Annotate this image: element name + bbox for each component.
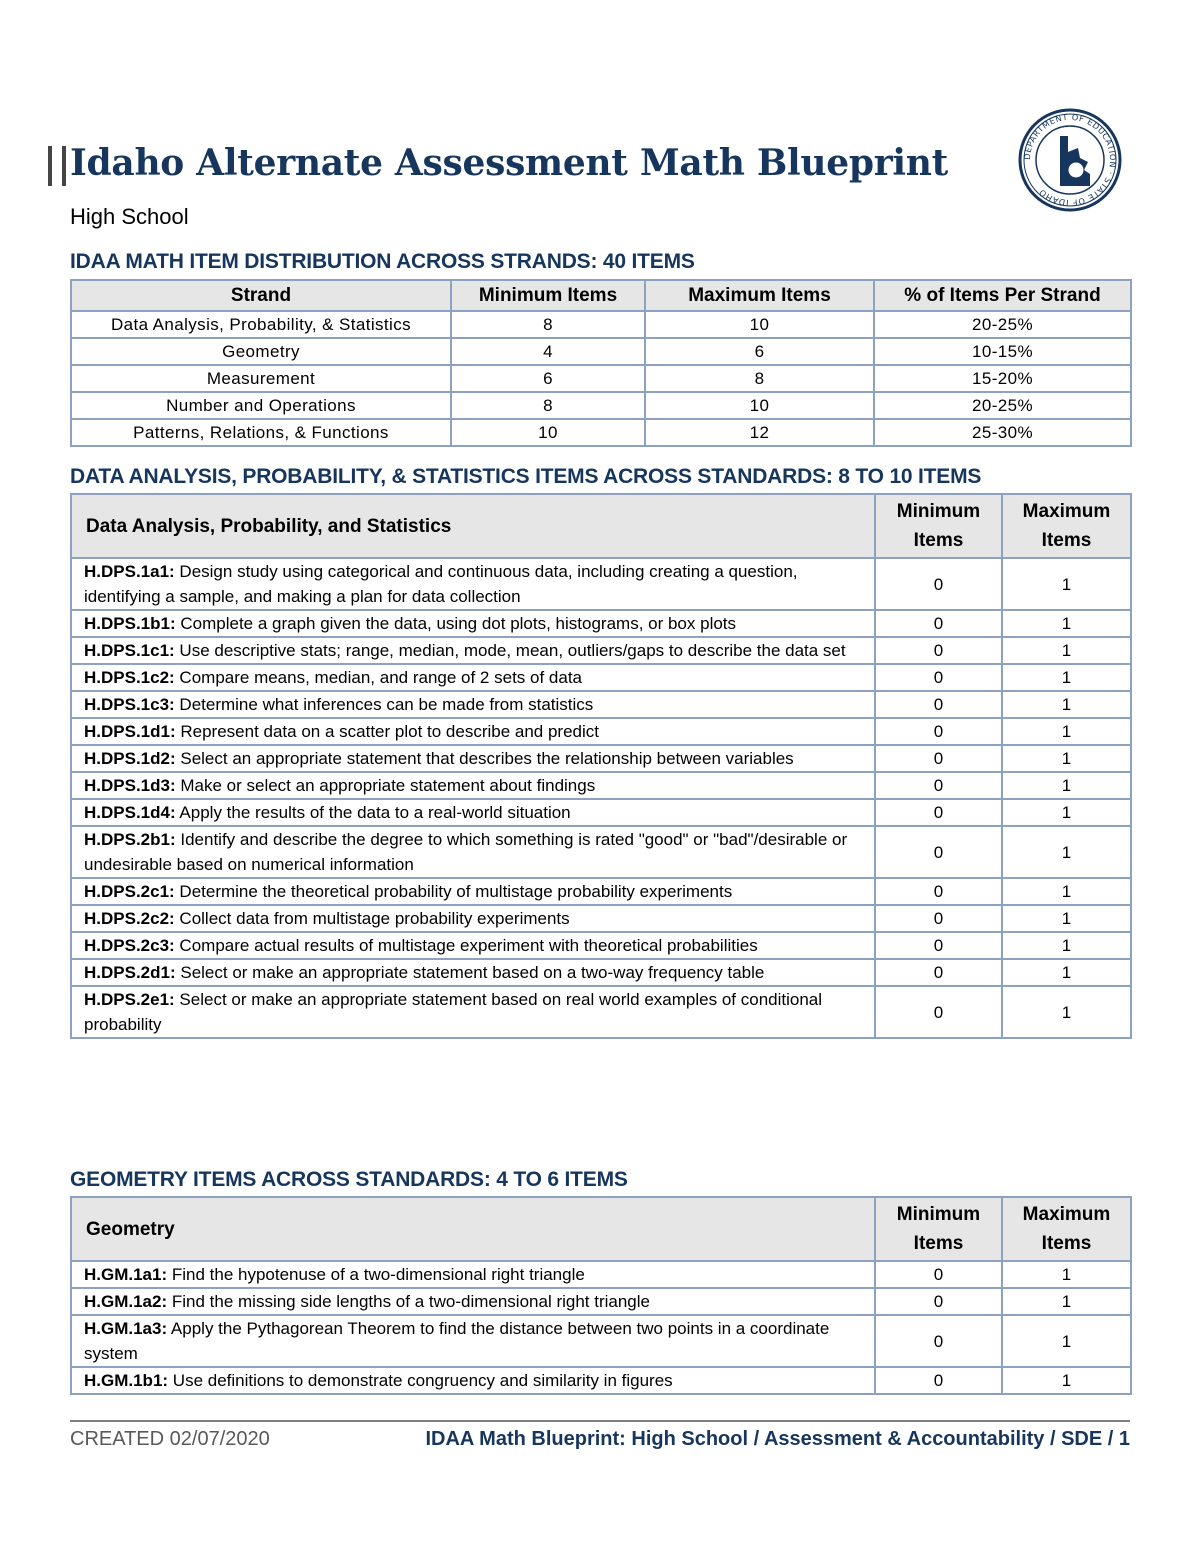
table-row — [71, 365, 1131, 392]
strand-distribution-table — [70, 279, 1132, 447]
standard-description-cell — [71, 610, 875, 637]
standard-text: Determine what inferences can be made from statistics — [174, 695, 594, 714]
standard-code: H.GM.1a2: — [84, 1292, 168, 1311]
column-header: Maximum Items — [645, 280, 874, 311]
standard-text: Identify and describe the degree to which something is rated "good" or "bad"/desirable or undesirable based on numerical information — [84, 830, 848, 874]
min-items-cell: 0 — [875, 878, 1002, 905]
table-header-row — [71, 1197, 1131, 1261]
standard-description-cell — [71, 745, 875, 772]
standard-code: H.GM.1a1: — [84, 1265, 168, 1284]
table-row — [71, 1367, 1131, 1394]
standard-description-cell — [71, 1261, 875, 1288]
table-row — [71, 932, 1131, 959]
column-header: Minimum Items — [875, 1197, 1002, 1261]
min-items-cell: 8 — [451, 311, 645, 338]
standard-text: Use definitions to demonstrate congruency and similarity in figures — [168, 1371, 673, 1390]
title-accent-bar — [48, 146, 66, 186]
table-row — [71, 1261, 1131, 1288]
standard-text: Design study using categorical and continuous data, including creating a question, identifying a sample, and making a plan for data collection — [84, 562, 798, 606]
table-row — [71, 772, 1131, 799]
standard-description-cell — [71, 772, 875, 799]
max-items-cell: 6 — [645, 338, 874, 365]
geometry-section-title: GEOMETRY ITEMS ACROSS STANDARDS: 4 TO 6 ITEMS — [70, 1168, 628, 1191]
standard-description-cell — [71, 959, 875, 986]
table-row — [71, 311, 1131, 338]
table-row — [71, 1288, 1131, 1315]
page-title: Idaho Alternate Assessment Math Blueprint — [70, 142, 948, 184]
max-items-cell: 1 — [1002, 1288, 1131, 1315]
footer-created-date: CREATED 02/07/2020 — [70, 1428, 270, 1450]
min-items-cell: 0 — [875, 905, 1002, 932]
geometry-standards-table — [70, 1196, 1132, 1395]
min-items-cell: 6 — [451, 365, 645, 392]
min-items-cell: 4 — [451, 338, 645, 365]
geometry-table-body — [71, 1261, 1131, 1394]
min-items-cell: 0 — [875, 637, 1002, 664]
standard-code: H.DPS.2e1: — [84, 990, 175, 1009]
table-header-row — [71, 280, 1131, 311]
table-row — [71, 826, 1131, 878]
table-header-row — [71, 494, 1131, 558]
max-items-cell: 12 — [645, 419, 874, 446]
seal-text: DEPARTMENT OF EDUCATION · STATE OF IDAHO — [1021, 111, 1119, 209]
standard-description-cell — [71, 637, 875, 664]
column-header: Maximum Items — [1002, 1197, 1131, 1261]
standard-code: H.DPS.2d1: — [84, 963, 176, 982]
min-items-cell: 0 — [875, 1367, 1002, 1394]
percent-cell: 20-25% — [874, 311, 1131, 338]
max-items-cell: 1 — [1002, 986, 1131, 1038]
max-items-cell: 1 — [1002, 637, 1131, 664]
standard-code: H.DPS.1d3: — [84, 776, 176, 795]
min-items-cell: 0 — [875, 799, 1002, 826]
max-items-cell: 1 — [1002, 1315, 1131, 1367]
standard-code: H.DPS.1c3: — [84, 695, 175, 714]
min-items-cell: 0 — [875, 772, 1002, 799]
standard-code: H.GM.1a3: — [84, 1319, 168, 1338]
standard-text: Use descriptive stats; range, median, mode, mean, outliers/gaps to describe the data set — [174, 641, 846, 660]
page-subtitle: High School — [70, 204, 189, 229]
standard-description-cell — [71, 826, 875, 878]
max-items-cell: 1 — [1002, 826, 1131, 878]
standard-description-cell — [71, 932, 875, 959]
percent-cell: 15-20% — [874, 365, 1131, 392]
standard-description-cell — [71, 905, 875, 932]
table-row — [71, 610, 1131, 637]
column-header: Minimum Items — [451, 280, 645, 311]
standard-code: H.DPS.1d4: — [84, 803, 176, 822]
standard-text: Determine the theoretical probability of multistage probability experiments — [174, 882, 733, 901]
max-items-cell: 1 — [1002, 799, 1131, 826]
standard-code: H.DPS.2c1: — [84, 882, 175, 901]
min-items-cell: 0 — [875, 558, 1002, 610]
max-items-cell: 1 — [1002, 691, 1131, 718]
max-items-cell: 1 — [1002, 772, 1131, 799]
column-header: % of Items Per Strand — [874, 280, 1131, 311]
dps-table-body — [71, 558, 1131, 1038]
max-items-cell: 1 — [1002, 932, 1131, 959]
min-items-cell: 0 — [875, 826, 1002, 878]
standard-text: Apply the Pythagorean Theorem to find the distance between two points in a coordinate system — [84, 1319, 830, 1363]
max-items-cell: 1 — [1002, 664, 1131, 691]
standard-code: H.DPS.1d1: — [84, 722, 176, 741]
table-row — [71, 959, 1131, 986]
column-header: Minimum Items — [875, 494, 1002, 558]
standard-code: H.DPS.2c3: — [84, 936, 175, 955]
min-items-cell: 0 — [875, 1261, 1002, 1288]
min-items-cell: 0 — [875, 986, 1002, 1038]
max-items-cell: 1 — [1002, 558, 1131, 610]
min-items-cell: 8 — [451, 392, 645, 419]
max-items-cell: 10 — [645, 311, 874, 338]
standard-text: Represent data on a scatter plot to describe and predict — [175, 722, 600, 741]
footer-document-info: IDAA Math Blueprint: High School / Assessment & Accountability / SDE / 1 — [425, 1428, 1130, 1450]
table-row — [71, 718, 1131, 745]
table-row — [71, 878, 1131, 905]
standard-text: Select or make an appropriate statement based on a two-way frequency table — [175, 963, 765, 982]
standard-description-cell — [71, 986, 875, 1038]
standard-code: H.DPS.1d2: — [84, 749, 176, 768]
dps-section-title: DATA ANALYSIS, PROBABILITY, & STATISTICS ITEMS ACROSS STANDARDS: 8 TO 10 ITEMS — [70, 465, 982, 488]
strand-name-cell: Data Analysis, Probability, & Statistics — [71, 311, 451, 338]
max-items-cell: 1 — [1002, 959, 1131, 986]
table-row — [71, 637, 1131, 664]
standard-code: H.DPS.1a1: — [84, 562, 175, 581]
standard-description-cell — [71, 718, 875, 745]
title-row — [70, 111, 1130, 209]
strand-section-title: IDAA MATH ITEM DISTRIBUTION ACROSS STRANDS: 40 ITEMS — [70, 250, 695, 273]
standard-text: Compare actual results of multistage experiment with theoretical probabilities — [174, 936, 758, 955]
table-row — [71, 691, 1131, 718]
max-items-cell: 1 — [1002, 878, 1131, 905]
min-items-cell: 0 — [875, 664, 1002, 691]
max-items-cell: 1 — [1002, 1261, 1131, 1288]
column-header: Maximum Items — [1002, 494, 1131, 558]
dps-standards-table — [70, 493, 1132, 1039]
percent-cell: 25-30% — [874, 419, 1131, 446]
standard-description-cell — [71, 1288, 875, 1315]
standard-text: Select an appropriate statement that describes the relationship between variables — [175, 749, 794, 768]
standard-text: Find the missing side lengths of a two-dimensional right triangle — [167, 1292, 650, 1311]
max-items-cell: 1 — [1002, 905, 1131, 932]
table-row — [71, 986, 1131, 1038]
standard-code: H.DPS.1c2: — [84, 668, 175, 687]
strand-name-cell: Measurement — [71, 365, 451, 392]
table-row — [71, 799, 1131, 826]
standard-text: Compare means, median, and range of 2 sets of data — [174, 668, 582, 687]
standard-description-cell — [71, 799, 875, 826]
standard-description-cell — [71, 1367, 875, 1394]
standard-text: Select or make an appropriate statement based on real world examples of conditional probability — [84, 990, 823, 1034]
table-row — [71, 558, 1131, 610]
standard-code: H.DPS.2b1: — [84, 830, 176, 849]
column-header: Strand — [71, 280, 451, 311]
column-header: Data Analysis, Probability, and Statistics — [71, 494, 875, 558]
standard-code: H.GM.1b1: — [84, 1371, 169, 1390]
min-items-cell: 0 — [875, 1288, 1002, 1315]
strand-name-cell: Patterns, Relations, & Functions — [71, 419, 451, 446]
table-row — [71, 905, 1131, 932]
standard-code: H.DPS.1c1: — [84, 641, 175, 660]
max-items-cell: 1 — [1002, 718, 1131, 745]
min-items-cell: 0 — [875, 745, 1002, 772]
table-row — [71, 338, 1131, 365]
min-items-cell: 0 — [875, 1315, 1002, 1367]
max-items-cell: 1 — [1002, 1367, 1131, 1394]
standard-code: H.DPS.1b1: — [84, 614, 176, 633]
table-row — [71, 392, 1131, 419]
table-row — [71, 1315, 1131, 1367]
standard-text: Complete a graph given the data, using dot plots, histograms, or box plots — [175, 614, 737, 633]
min-items-cell: 0 — [875, 718, 1002, 745]
footer-divider — [70, 1420, 1130, 1422]
strand-name-cell: Number and Operations — [71, 392, 451, 419]
standard-description-cell — [71, 691, 875, 718]
max-items-cell: 1 — [1002, 745, 1131, 772]
percent-cell: 20-25% — [874, 392, 1131, 419]
standard-code: H.DPS.2c2: — [84, 909, 175, 928]
standard-text: Find the hypotenuse of a two-dimensional right triangle — [167, 1265, 585, 1284]
standard-description-cell — [71, 558, 875, 610]
max-items-cell: 10 — [645, 392, 874, 419]
standard-description-cell — [71, 1315, 875, 1367]
max-items-cell: 1 — [1002, 610, 1131, 637]
min-items-cell: 0 — [875, 932, 1002, 959]
min-items-cell: 0 — [875, 691, 1002, 718]
max-items-cell: 8 — [645, 365, 874, 392]
standard-text: Collect data from multistage probability experiments — [174, 909, 570, 928]
standard-description-cell — [71, 664, 875, 691]
standard-text: Make or select an appropriate statement about findings — [175, 776, 596, 795]
table-row — [71, 664, 1131, 691]
table-row — [71, 745, 1131, 772]
min-items-cell: 0 — [875, 610, 1002, 637]
standard-description-cell — [71, 878, 875, 905]
standard-text: Apply the results of the data to a real-world situation — [175, 803, 571, 822]
strand-name-cell: Geometry — [71, 338, 451, 365]
column-header: Geometry — [71, 1197, 875, 1261]
min-items-cell: 10 — [451, 419, 645, 446]
percent-cell: 10-15% — [874, 338, 1131, 365]
min-items-cell: 0 — [875, 959, 1002, 986]
idaho-education-seal-logo — [1018, 108, 1122, 212]
table-row — [71, 419, 1131, 446]
